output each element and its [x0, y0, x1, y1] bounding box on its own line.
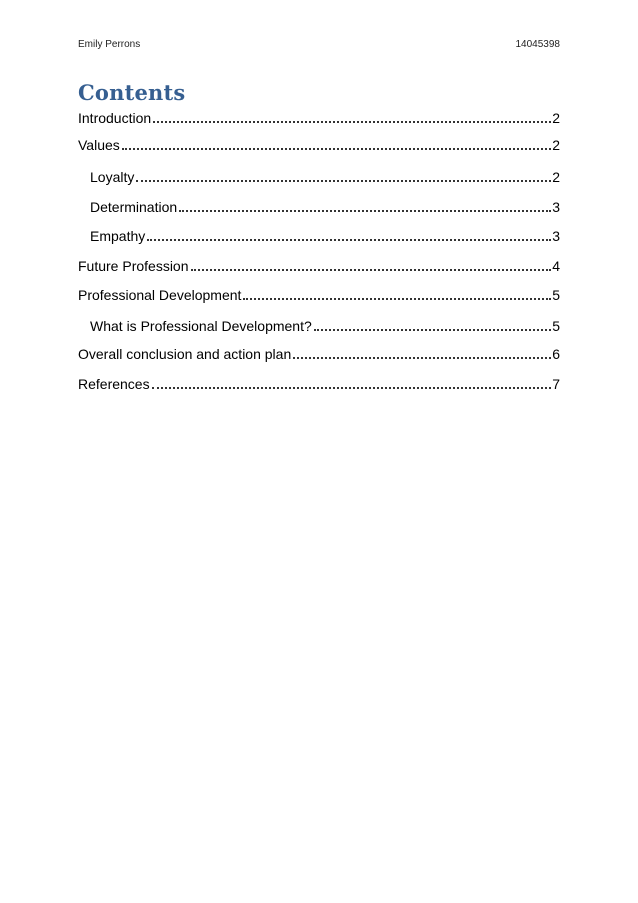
toc-dot-leader	[147, 239, 551, 241]
toc-dot-leader	[179, 210, 551, 212]
toc-entry-label: Determination	[90, 199, 178, 215]
toc-entry-page: 2	[552, 137, 560, 153]
toc-entry-values[interactable]	[78, 135, 560, 155]
toc-entry-page: 6	[552, 346, 560, 362]
toc-entry-what-is-professional-development[interactable]	[90, 316, 560, 336]
toc-entry-label: Values	[78, 137, 120, 153]
toc-entry-page: 5	[552, 318, 560, 334]
toc-entry-label: Empathy	[90, 228, 146, 244]
header-student-id: 14045398	[515, 38, 560, 50]
toc-dot-leader	[191, 269, 552, 271]
toc-entry-determination[interactable]	[90, 197, 560, 217]
toc-dot-leader	[293, 357, 551, 359]
toc-entry-empathy[interactable]	[90, 226, 560, 246]
toc-dot-leader	[243, 298, 551, 300]
toc-entry-page: 7	[552, 376, 560, 392]
toc-entry-label: References	[78, 376, 150, 392]
toc-entry-label: Overall conclusion and action plan	[78, 346, 292, 362]
toc-entry-loyalty[interactable]	[90, 167, 560, 187]
toc-entry-label: What is Professional Development?	[90, 318, 312, 334]
toc-entry-label: Loyalty	[90, 169, 135, 185]
toc-dot-leader	[136, 180, 551, 182]
toc-entry-page: 4	[552, 258, 560, 274]
header-author: Emily Perrons	[78, 38, 141, 50]
toc-entry-label: Professional Development	[78, 287, 242, 303]
toc-entry-page: 2	[552, 110, 560, 126]
toc-entry-references[interactable]	[78, 374, 560, 394]
toc-entry-page: 5	[552, 287, 560, 303]
toc-entry-page: 2	[552, 169, 560, 185]
toc-entry-introduction[interactable]	[78, 108, 560, 128]
page-header	[78, 37, 560, 51]
toc-entry-label: Future Profession	[78, 258, 189, 274]
toc-entry-label: Introduction	[78, 110, 152, 126]
toc-entry-professional-development[interactable]	[78, 285, 560, 305]
toc-dot-leader	[152, 387, 552, 389]
toc-title: Contents	[78, 80, 186, 105]
toc-entry-page: 3	[552, 228, 560, 244]
toc-dot-leader	[153, 121, 551, 123]
toc-entry-future-profession[interactable]	[78, 256, 560, 276]
toc-entry-overall-conclusion[interactable]	[78, 344, 560, 364]
toc-entry-page: 3	[552, 199, 560, 215]
toc-dot-leader	[122, 148, 551, 150]
toc-dot-leader	[314, 329, 551, 331]
